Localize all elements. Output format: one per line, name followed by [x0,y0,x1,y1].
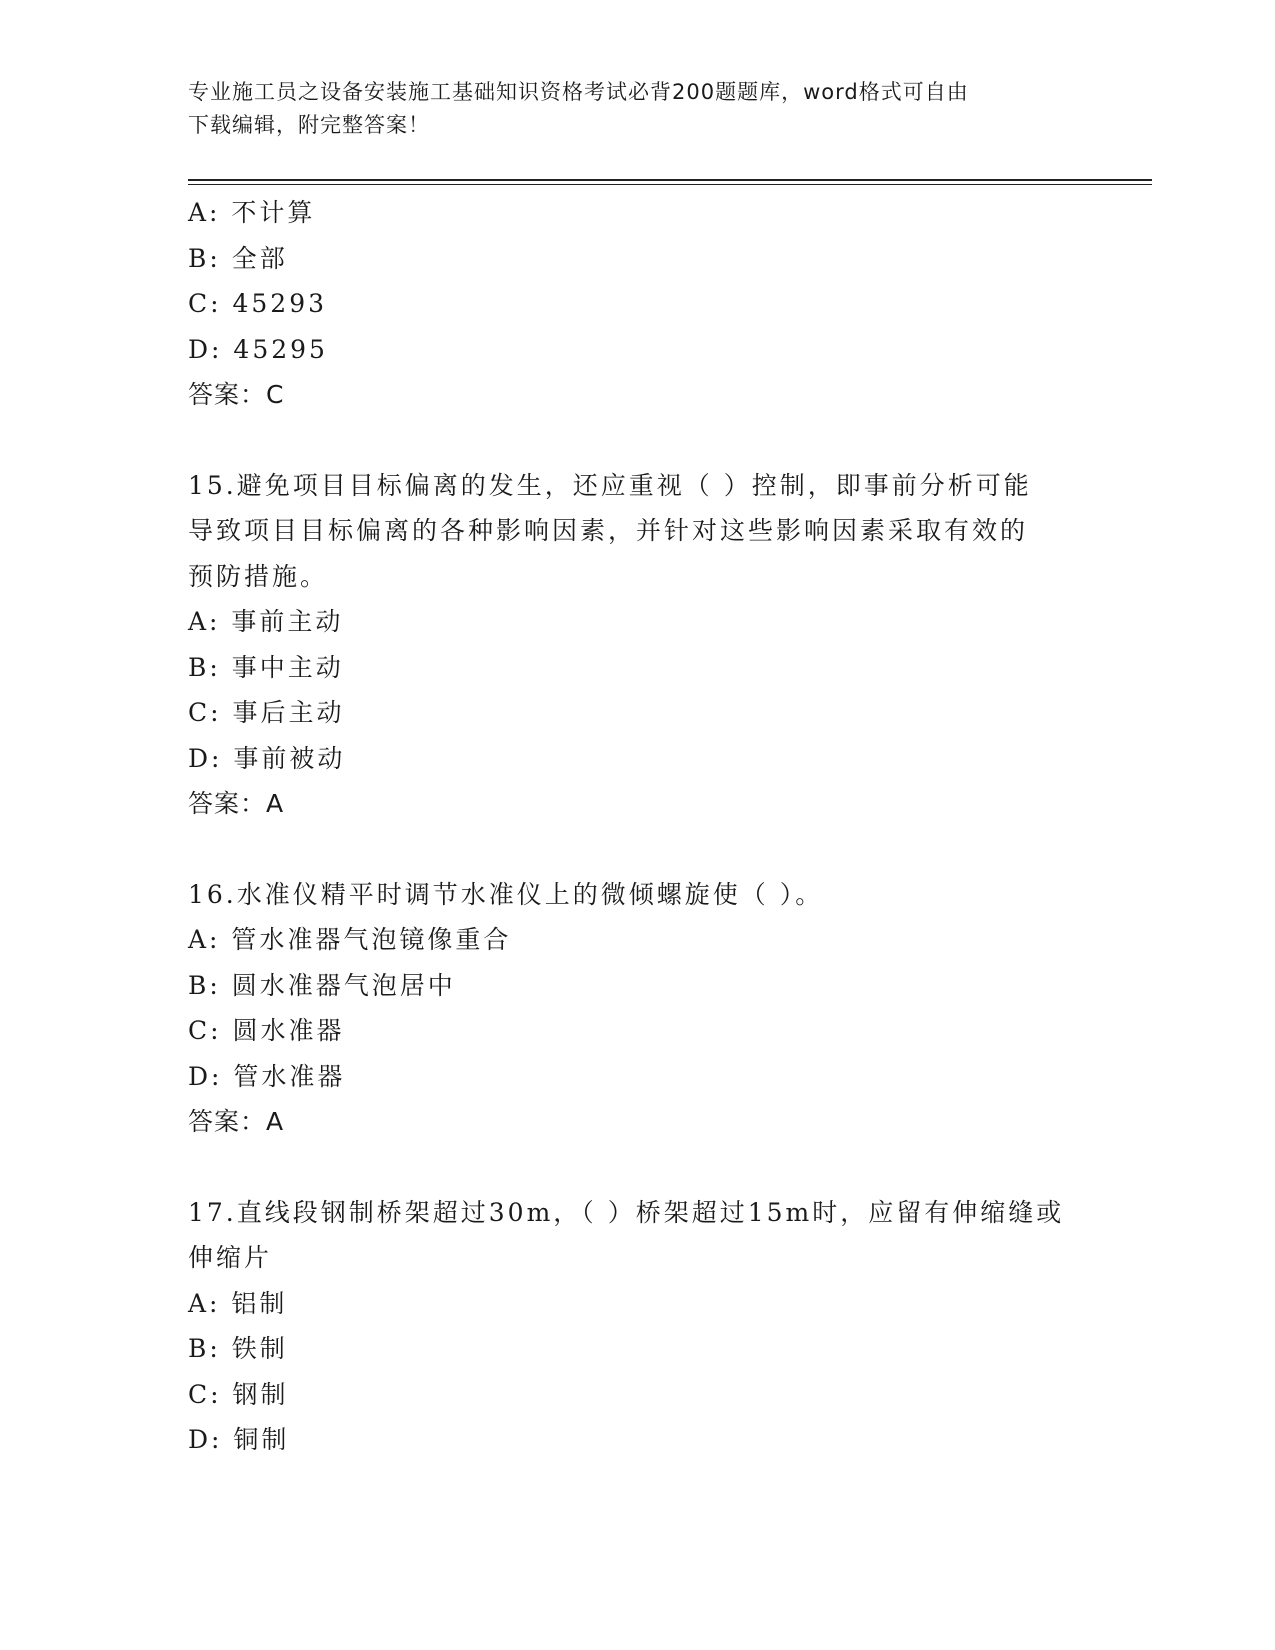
answer: 答案：A [188,1107,285,1136]
answer: 答案：C [188,380,285,409]
header-line-2: 下载编辑，附完整答案！ [188,113,430,137]
header-line-1: 专业施工员之设备安装施工基础知识资格考试必背200题题库，word格式可自由 [188,80,969,104]
option-d: D: 铜制 [188,1425,290,1454]
header-rule-thick [188,179,1152,181]
question-16 [188,872,1088,1145]
option-d: D: 45295 [188,334,328,364]
header-rule-thin [188,184,1152,185]
question-text-line: 17.直线段钢制桥架超过30m，（ ）桥架超过15m时，应留有伸缩缝或 [188,1197,1065,1227]
option-a: A: 不计算 [188,198,316,227]
option-a: A: 事前主动 [188,607,344,636]
option-d: D: 管水准器 [188,1061,346,1091]
option-c: C: 圆水准器 [188,1016,345,1045]
question-text-line: 导致项目目标偏离的各种影响因素，并针对这些影响因素采取有效的 [188,516,1029,545]
option-b: B: 圆水准器气泡居中 [188,970,456,1000]
question-text-line: 预防措施。 [188,561,329,591]
option-d: D: 事前被动 [188,743,346,773]
question-17 [188,1190,1088,1463]
option-c: C: 45293 [188,289,328,318]
question-text-line: 伸缩片 [188,1243,273,1272]
answer: 答案：A [188,789,285,818]
question-14 [188,190,1088,418]
option-c: C: 事后主动 [188,698,345,727]
question-list [188,190,1088,1463]
option-b: B: 铁制 [188,1334,288,1363]
option-b: B: 事中主动 [188,652,344,682]
question-text-line: 16.水准仪精平时调节水准仪上的微倾螺旋使（ ）。 [188,879,824,909]
option-c: C: 钢制 [188,1379,289,1409]
option-b: B: 全部 [188,243,288,273]
option-a: A: 管水准器气泡镜像重合 [188,925,512,954]
option-a: A: 铝制 [188,1288,288,1318]
question-text-line: 15.避免项目目标偏离的发生，还应重视（ ）控制，即事前分析可能 [188,470,1032,500]
question-15 [188,463,1088,827]
document-header [188,76,1088,142]
